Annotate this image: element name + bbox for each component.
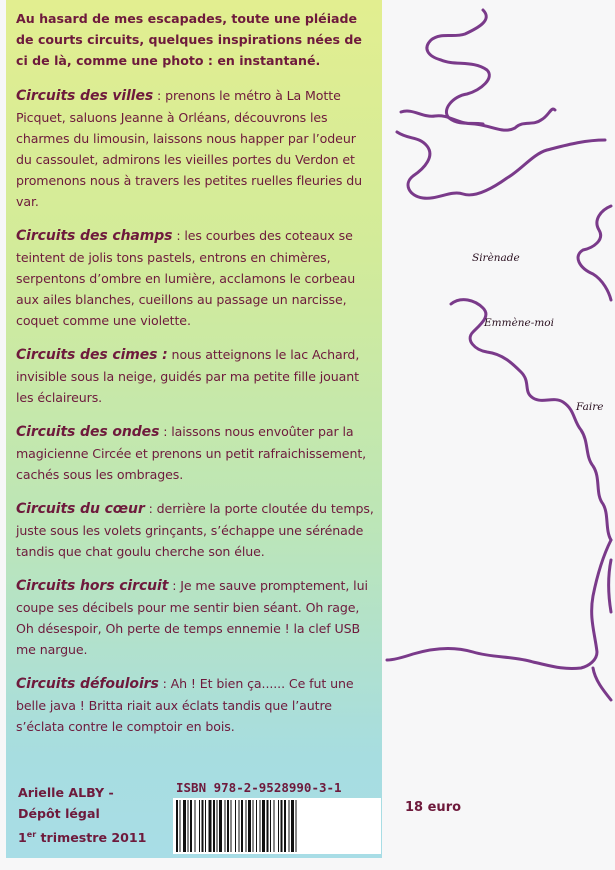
france-map-outline (383, 0, 615, 870)
map-coast-west (451, 300, 611, 540)
cover-footer (18, 780, 378, 858)
section-cimes (16, 344, 374, 408)
section-coeur (16, 498, 374, 562)
section-defouloirs (16, 673, 374, 737)
map-label-faire: Faire (576, 401, 604, 413)
author-name: Arielle ALBY - (18, 785, 114, 800)
back-cover-text-panel (6, 0, 382, 858)
legal-deposit: Dépôt légal (18, 806, 100, 821)
map-coast-south (387, 540, 611, 669)
section-hors-circuit (16, 575, 374, 660)
section-text: : prenons le métro à La Motte Picquet, saluons Jeanne à Orléans, découvrons les charmes du limousin, laissons nous happer par l’odeur du cassoulet, admirons les vieilles portes du Verdon et promenons nous à travers les petites ruelles fleuries du var. (16, 88, 363, 209)
section-text: : derrière la porte cloutée du temps, juste sous les volets grinçants, s’échappe une sérénade tandis que chat goulu cherche son élue. (16, 501, 374, 559)
section-ondes (16, 421, 374, 485)
section-text: nous atteignons le lac Achard, invisible sous la neige, guidés par ma petite fille jouant les éclaireurs. (16, 347, 360, 405)
barcode-icon (173, 798, 381, 854)
section-title: Circuits des ondes (16, 424, 160, 440)
section-title: Circuits défouloirs (16, 676, 159, 692)
price-label: 18 euro (405, 800, 462, 815)
author-block (18, 782, 146, 848)
section-title: Circuits des villes (16, 88, 154, 104)
map-coast-mid (401, 109, 555, 130)
map-label-emmene-moi: Emmène-moi (484, 317, 554, 329)
map-coast-upper (397, 132, 605, 198)
map-label-sirenade: Sirènade (472, 252, 520, 264)
section-text: : laissons nous envoûter par la magicienne Circée et prenons un petit rafraichissement, cachés sous les ombrages. (16, 424, 367, 482)
section-title: Circuits des champs (16, 228, 173, 244)
section-champs (16, 225, 374, 331)
map-border-east-2 (609, 560, 611, 612)
section-title: Circuits du cœur (16, 501, 145, 517)
section-villes (16, 85, 374, 212)
section-title: Circuits des cimes : (16, 347, 168, 363)
map-coast-brittany (578, 206, 611, 300)
map-border-east (593, 668, 611, 700)
isbn-label: ISBN 978-2-9528990-3-1 (176, 780, 342, 795)
intro-text: Au hasard de mes escapades, toute une pléiade de courts circuits, quelques inspirations nées de ci de là, comme une photo : en instantané. (16, 11, 362, 68)
map-coast-top (427, 10, 489, 124)
section-text: : Ah ! Et bien ça...... Ce fut une belle java ! Britta riait aux éclats tandis que l’autre s’éclata contre le comptoir en bois. (16, 676, 354, 734)
section-title: Circuits hors circuit (16, 578, 169, 594)
section-text: : Je me sauve promptement, lui coupe ses décibels pour me sentir bien séant. Oh rage, Oh désespoir, Oh perte de temps ennemie ! la clef USB me nargue. (16, 578, 368, 657)
section-text: : les courbes des coteaux se teintent de jolis tons pastels, entrons en chimères, serpentons d’ombre en lumière, acclamons le corbeau aux ailes blanches, cueillons au passage un narcisse, coquet comme une violette. (16, 228, 356, 328)
legal-deposit-date: 1er trimestre 2011 (18, 830, 147, 846)
